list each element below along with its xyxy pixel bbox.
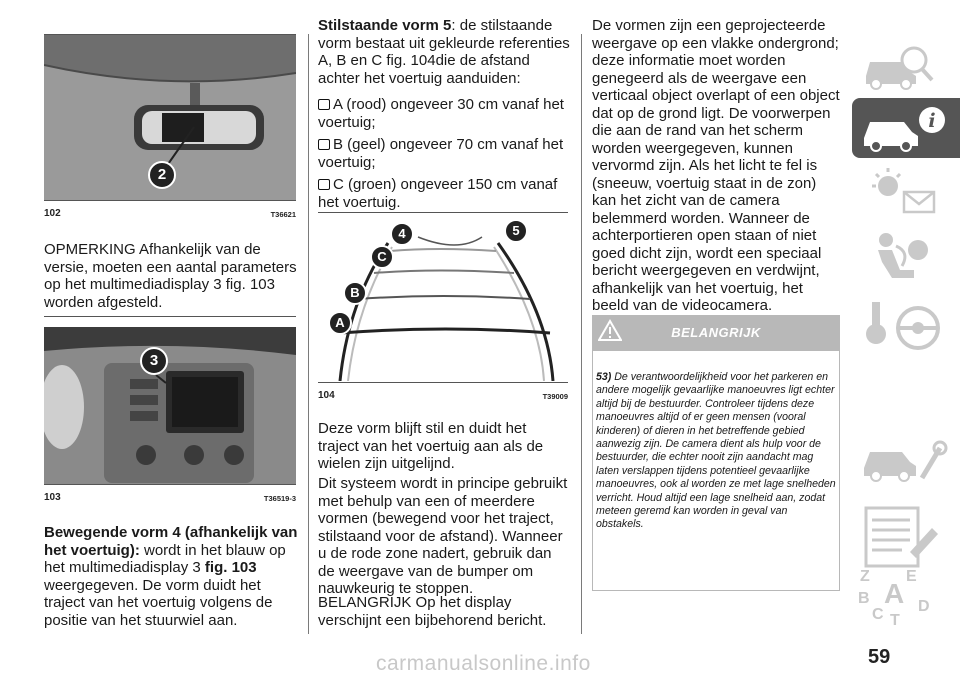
sidebar-tab-key-steering[interactable] (852, 290, 960, 362)
warning-body-text: De verantwoordelijkheid voor het parkeren en andere mogelijk gevaarlijke manoeuvres ligt echter altijd bij de bestuurder. Controleer tijdens deze manoeuvres altijd of er geen mensen (vooral kinderen) of dieren in het betreffende gebied aanwezig zijn. De camera dient als hulp voor de bestuurder, die echter nooit zijn aandacht mag laten verslappen tijdens potentieel gevaarlijke manoeuvres, ook al worden ze met lage snelheden verricht. Houd altijd een lage snelheid aan, zodat meteen geremd kan worden in geval van obstakels. (596, 371, 836, 531)
bewegende-text-2: weergegeven. De vorm duidt het traject van het voertuig volgens de positie van het stuurwiel aan. (44, 576, 273, 629)
column-divider (581, 34, 582, 634)
figure-bottom-rule (318, 382, 568, 383)
list-item: A (rood) ongeveer 30 cm vanaf het voertuig; (318, 96, 564, 131)
warning-header (592, 315, 840, 351)
figure-103-code: T36519-3 (263, 494, 296, 503)
figure-104-code: T39009 (542, 392, 568, 401)
callout-b: B (343, 281, 367, 305)
para-stilstaande-vorm (318, 17, 570, 87)
bewegende-text-1: wordt in het blauw op het multimediadisplay 3 (44, 541, 286, 576)
bewegende-heading: Bewegende vorm 4 (afhankelijk van het voertuig): (44, 524, 298, 559)
checklist-icon (852, 500, 960, 570)
bewegende-figref: fig. 103 (204, 559, 257, 576)
figure-103-number: 103 (44, 492, 61, 503)
sidebar-tab-car-repair[interactable] (852, 430, 960, 490)
stilstaande-heading: Stilstaande vorm 5 (318, 17, 452, 34)
list-item: B (geel) ongeveer 70 cm vanaf het voertuig; (318, 136, 564, 171)
key-steering-icon (852, 290, 960, 362)
figure-102-code: T36621 (270, 210, 296, 219)
svg-text:i: i (928, 110, 936, 132)
figure-top-rule (44, 316, 296, 317)
index-letters-icon: Z E A B C D T (858, 568, 930, 629)
figure-103-dashboard (44, 327, 296, 484)
figure-102-rearview-mirror (44, 35, 296, 200)
bullet-box-icon (318, 139, 330, 150)
car-repair-icon (852, 430, 960, 490)
car-info-icon (852, 98, 960, 158)
figure-102-number: 102 (44, 208, 61, 219)
callout-5: 5 (504, 219, 528, 243)
callout-a: A (328, 311, 352, 335)
car-search-icon (852, 36, 960, 96)
distance-list (318, 96, 570, 211)
watermark: carmanualsonline.info (376, 652, 591, 675)
warning-title: BELANGRIJK (671, 325, 761, 340)
warning-text (596, 371, 836, 532)
bullet-box-icon (318, 179, 330, 190)
figure-104-number: 104 (318, 390, 335, 401)
callout-3: 3 (140, 347, 168, 375)
callout-4: 4 (390, 222, 414, 246)
list-item: C (groen) ongeveer 150 cm vanaf het voertuig. (318, 176, 558, 211)
para-systeem: Dit systeem wordt in principe gebruikt met behulp van een of meerdere vormen (bewegend voor het traject, stilstaand voor de afstand). Wanneer u de rode zone nadert, gebruik dan de weergave van de bumper om nauwkeurig te stoppen. (318, 475, 568, 597)
callout-2: 2 (148, 161, 176, 189)
sidebar-tab-car-info[interactable] (852, 98, 960, 158)
column-divider (308, 34, 309, 634)
figure-bottom-rule (44, 200, 296, 201)
sidebar-tab-checklist[interactable] (852, 500, 960, 570)
figure-bottom-rule (44, 484, 296, 485)
sidebar-tab-warning-lights[interactable] (852, 162, 960, 222)
bullet-box-icon (318, 99, 330, 110)
para-belangrijk: BELANGRIJK Op het display verschijnt een bijbehorend bericht. (318, 594, 547, 629)
seat-airbag-icon (852, 226, 960, 286)
sidebar-tab-index[interactable] (852, 568, 960, 632)
callout-c: C (370, 245, 394, 269)
para-vormen: De vormen zijn een geprojecteerde weergave op een vlakke ondergrond; deze informatie moet worden genegeerd als de weergave een verticaal object overlapt of een object dat op de grond ligt. De voorwerpen die aan de rand van het scherm worden weergegeven, kunnen vervormd zijn. Als het licht te fel is (sneeuw, voertuig staat in de zon) kan het zicht van de camera belemmerd worden. Wanneer de achterportieren open staan of niet goed dicht zijn, wordt een speciaal bericht weergegeven en verdwijnt, afhankelijk van het voertuig, het beeld van de videocamera. (592, 17, 840, 314)
page-number: 59 (868, 646, 891, 668)
para-blijft: Deze vorm blijft stil en duidt het traject van het voertuig aan als de wielen zijn uitgelijnd. (318, 420, 544, 472)
sidebar-tab-seat-airbag[interactable] (852, 226, 960, 286)
sidebar-tab-car-search[interactable] (852, 36, 960, 96)
warning-number: 53) (596, 371, 612, 383)
dashboard-illustration (44, 327, 296, 484)
para-opmerking: OPMERKING Afhankelijk van de versie, moeten een aantal parameters op het multimediadisplay 3 fig. 103 worden afgesteld. (44, 241, 297, 311)
figure-104-guidelines (318, 213, 568, 381)
warning-lights-icon (852, 162, 960, 222)
stilstaande-text: : de stilstaande vorm bestaat uit gekleurde referenties A, B en C fig. 104die de afstand achter het voertuig aanduiden: (318, 17, 570, 87)
para-bewegende-vorm (44, 524, 298, 629)
